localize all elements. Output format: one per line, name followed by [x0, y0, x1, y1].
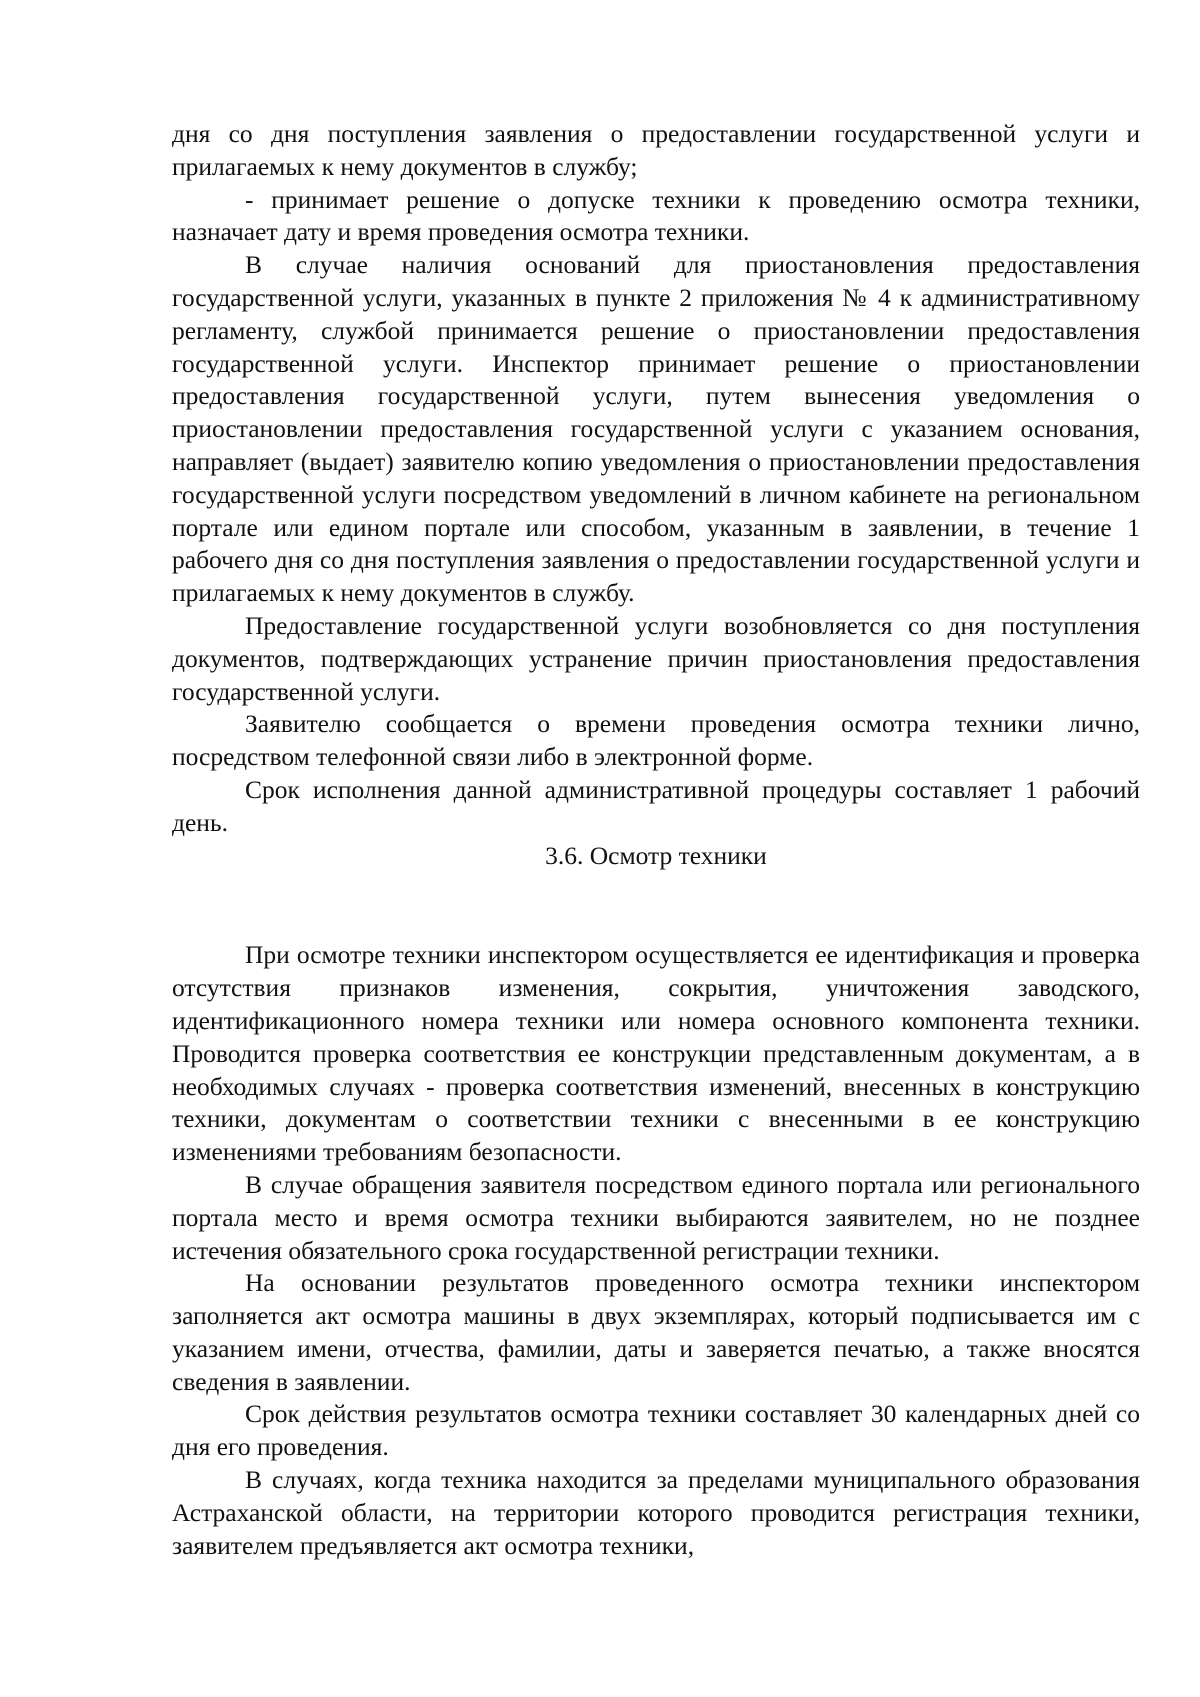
paragraph-p9: На основании результатов проведенного осмотра техники инспектором заполняется акт осмотра машины в двух экземплярах, который подписывается им с указанием имени, отчества, фамилии, даты и заверяется печатью, а также вносятся сведения в заявлении.	[172, 1268, 1140, 1396]
paragraph-p7: При осмотре техники инспектором осуществляется ее идентификация и проверка отсутствия признаков изменения, сокрытия, уничтожения заводского, идентификационного номера техники или номера основного компонента техники. Проводится проверка соответствия ее конструкции представленным документам, а в необходимых случаях - проверка соответствия изменений, внесенных в конструкцию техники, документам о соответствии техники с внесенными в ее конструкцию изменениями требованиям безопасности.	[172, 940, 1140, 1167]
section-title: 3.6. Осмотр техники	[545, 840, 767, 870]
paragraph-p6: Срок исполнения данной административной процедуры составляет 1 рабочий день.	[172, 774, 1140, 837]
document-page	[172, 118, 1140, 1562]
paragraph-p11: В случаях, когда техника находится за пределами муниципального образования Астраханской области, на территории которого проводится регистрация техники, заявителем предъявляется акт осмотра техники,	[172, 1465, 1140, 1560]
paragraph-p10: Срок действия результатов осмотра техники составляет 30 календарных дней со дня его проведения.	[172, 1399, 1140, 1462]
paragraph-p4: Предоставление государственной услуги возобновляется со дня поступления документов, подтверждающих устранение причин приостановления предоставления государственной услуги.	[172, 610, 1140, 706]
paragraph-p5: Заявителю сообщается о времени проведения осмотра техники лично, посредством телефонной связи либо в электронной форме.	[172, 709, 1140, 772]
paragraph-p1: дня со дня поступления заявления о предоставлении государственной услуги и прилагаемых к нему документов в службу;	[172, 119, 1140, 181]
paragraph-p8: В случае обращения заявителя посредством единого портала или регионального портала место и время осмотра техники выбираются заявителем, но не позднее истечения обязательного срока государственной регистрации техники.	[172, 1169, 1140, 1265]
paragraph-p3: В случае наличия оснований для приостановления предоставления государственной услуги, указанных в пункте 2 приложения № 4 к административному регламенту, службой принимается решение о приостановлении предоставления государственной услуги. Инспектор принимает решение о приостановлении предоставления государственной услуги, путем вынесения уведомления о приостановлении предоставления государственной услуги с указанием основания, направляет (выдает) заявителю копию уведомления о приостановлении предоставления государственной услуги посредством уведомлений в личном кабинете на региональном портале или едином портале или способом, указанным в заявлении, в течение 1 рабочего дня со дня поступления заявления о предоставлении государственной услуги и прилагаемых к нему документов в службу.	[172, 250, 1140, 608]
paragraph-p2: - принимает решение о допуске техники к проведению осмотра техники, назначает дату и время проведения осмотра техники.	[172, 184, 1140, 247]
